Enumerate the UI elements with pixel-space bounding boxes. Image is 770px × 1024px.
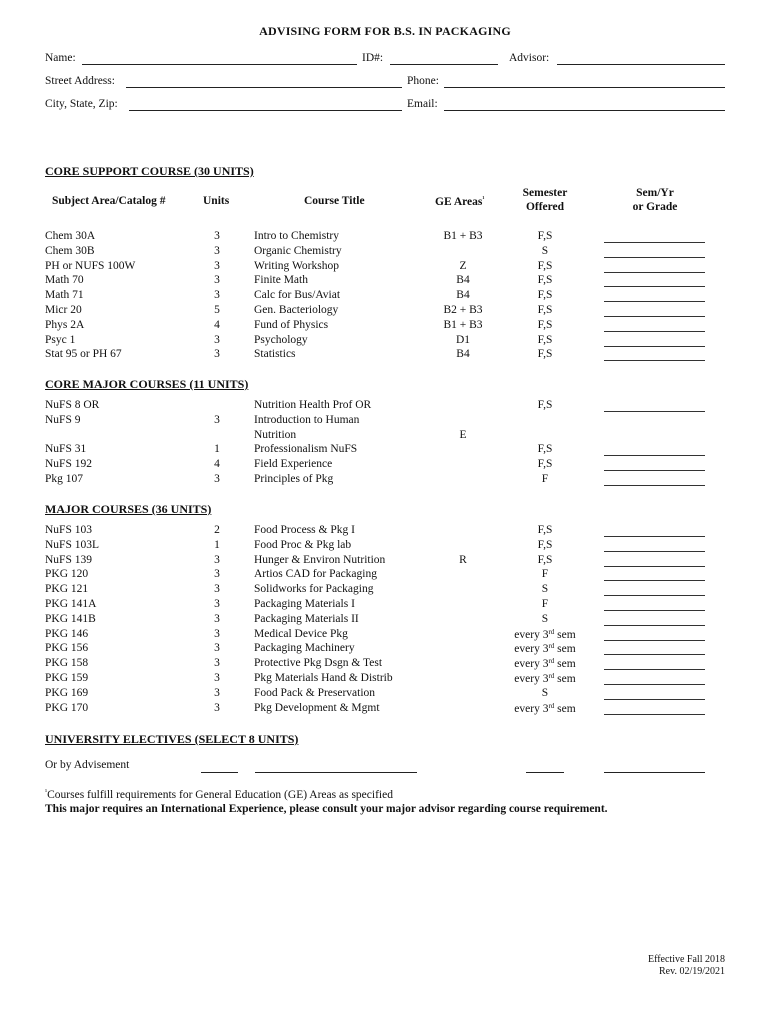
grade-field[interactable] xyxy=(604,669,705,670)
grade-field[interactable] xyxy=(604,684,705,685)
header-semester-line2: Offered xyxy=(525,201,565,213)
course-title: Solidworks for Packaging xyxy=(254,583,374,595)
course-ge-area: B1 + B3 xyxy=(443,230,483,242)
course-units: 3 xyxy=(214,613,220,625)
course-title: Hunger & Environ Nutrition xyxy=(254,554,386,566)
course-row xyxy=(0,319,770,333)
revision-date: Rev. 02/19/2021 xyxy=(658,966,725,977)
course-title: Introduction to Human xyxy=(254,414,360,426)
course-subject: NuFS 103 xyxy=(45,524,92,536)
grade-field[interactable] xyxy=(604,640,705,641)
course-row xyxy=(0,598,770,612)
course-subject: PKG 156 xyxy=(45,642,89,654)
course-row xyxy=(0,260,770,274)
course-subject: PKG 170 xyxy=(45,702,89,714)
course-row xyxy=(0,274,770,288)
course-title: Food Proc & Pkg lab xyxy=(254,539,352,551)
course-semester-offered: S xyxy=(541,687,549,699)
course-semester-offered: every 3rd sem xyxy=(514,657,576,670)
course-row xyxy=(0,524,770,538)
grade-field[interactable] xyxy=(604,286,705,287)
course-row xyxy=(0,628,770,642)
course-row xyxy=(0,642,770,656)
city-label: City, State, Zip: xyxy=(45,98,118,110)
course-ge-area: Z xyxy=(459,260,467,272)
course-row xyxy=(0,568,770,582)
electives-offered-field[interactable] xyxy=(526,772,564,773)
advisor-field[interactable] xyxy=(557,64,725,65)
course-title: Food Process & Pkg I xyxy=(254,524,355,536)
electives-label: Or by Advisement xyxy=(45,759,130,771)
form-title: ADVISING FORM FOR B.S. IN PACKAGING xyxy=(259,24,511,38)
grade-field[interactable] xyxy=(604,485,705,486)
international-note: This major requires an International Experience, please consult your major advisor regarding course requirement. xyxy=(45,803,608,815)
course-semester-offered: F,S xyxy=(537,260,553,272)
course-row xyxy=(0,583,770,597)
header-semester-line1: Semester xyxy=(522,187,568,199)
street-field[interactable] xyxy=(126,87,402,88)
course-row xyxy=(0,399,770,413)
grade-field[interactable] xyxy=(604,316,705,317)
course-units: 3 xyxy=(214,473,220,485)
course-ge-area: B4 xyxy=(456,274,470,286)
course-row xyxy=(0,672,770,686)
course-title: Psychology xyxy=(254,334,308,346)
course-semester-offered: S xyxy=(541,613,549,625)
course-title: Packaging Materials II xyxy=(254,613,359,625)
grade-field[interactable] xyxy=(604,470,705,471)
course-subject: NuFS 31 xyxy=(45,443,87,455)
id-label: ID#: xyxy=(362,52,384,64)
course-row xyxy=(0,539,770,553)
course-row xyxy=(0,230,770,244)
course-semester-offered: every 3rd sem xyxy=(514,672,576,685)
header-subject: Subject Area/Catalog # xyxy=(52,195,166,207)
course-units: 2 xyxy=(214,524,220,536)
course-semester-offered: F xyxy=(541,473,549,485)
city-field[interactable] xyxy=(129,110,402,111)
header-semyr xyxy=(610,187,700,213)
header-units: Units xyxy=(203,195,230,207)
course-subject: NuFS 8 OR xyxy=(45,399,100,411)
course-title: Organic Chemistry xyxy=(254,245,342,257)
course-units: 3 xyxy=(214,672,220,684)
course-subject: Micr 20 xyxy=(45,304,82,316)
course-title: Pkg Development & Mgmt xyxy=(254,702,380,714)
course-subject: PKG 159 xyxy=(45,672,89,684)
course-semester-offered: every 3rd sem xyxy=(514,702,576,715)
course-title: Professionalism NuFS xyxy=(254,443,358,455)
course-semester-offered: F,S xyxy=(537,539,553,551)
course-subject: NuFS 9 xyxy=(45,414,81,426)
course-row xyxy=(0,554,770,568)
course-semester-offered: F,S xyxy=(537,289,553,301)
course-subject: PKG 169 xyxy=(45,687,89,699)
course-row xyxy=(0,289,770,303)
course-semester-offered: every 3rd sem xyxy=(514,628,576,641)
course-semester-offered: F xyxy=(541,598,549,610)
header-ge-footnote-mark: ¹ xyxy=(482,195,485,203)
course-units: 3 xyxy=(214,598,220,610)
course-units: 3 xyxy=(214,274,220,286)
course-subject: NuFS 192 xyxy=(45,458,92,470)
footnote-mark: ¹ xyxy=(45,788,48,796)
course-ge-area: E xyxy=(459,429,467,441)
course-units: 3 xyxy=(214,245,220,257)
course-semester-offered: F,S xyxy=(537,230,553,242)
grade-field[interactable] xyxy=(604,411,705,412)
course-units: 3 xyxy=(214,687,220,699)
course-ge-area: B1 + B3 xyxy=(443,319,483,331)
course-row xyxy=(0,443,770,457)
course-units: 3 xyxy=(214,230,220,242)
course-subject: PKG 158 xyxy=(45,657,89,669)
course-units: 1 xyxy=(214,443,220,455)
course-subject: Chem 30A xyxy=(45,230,96,242)
course-ge-area: B4 xyxy=(456,348,470,360)
grade-field[interactable] xyxy=(604,714,705,715)
course-semester-offered: F,S xyxy=(537,554,553,566)
course-units: 4 xyxy=(214,458,220,470)
phone-label: Phone: xyxy=(407,75,439,87)
course-units: 3 xyxy=(214,657,220,669)
course-semester-offered: F,S xyxy=(537,524,553,536)
course-units: 4 xyxy=(214,319,220,331)
course-semester-offered: F,S xyxy=(537,458,553,470)
header-semyr-line1: Sem/Yr xyxy=(636,187,674,199)
course-semester-offered: S xyxy=(541,245,549,257)
course-title: Writing Workshop xyxy=(254,260,339,272)
course-row xyxy=(0,687,770,701)
course-title: Calc for Bus/Aviat xyxy=(254,289,341,301)
course-units: 3 xyxy=(214,702,220,714)
course-semester-offered: F,S xyxy=(537,274,553,286)
course-title: Food Pack & Preservation xyxy=(254,687,376,699)
course-title: Principles of Pkg xyxy=(254,473,334,485)
name-label: Name: xyxy=(45,52,76,64)
course-title: Pkg Materials Hand & Distrib xyxy=(254,672,393,684)
course-units: 1 xyxy=(214,539,220,551)
course-subject: NuFS 139 xyxy=(45,554,92,566)
advisor-label: Advisor: xyxy=(509,52,550,64)
course-title: Statistics xyxy=(254,348,296,360)
course-subject: Math 71 xyxy=(45,289,84,301)
course-title: Nutrition xyxy=(254,429,297,441)
course-units: 3 xyxy=(214,568,220,580)
header-semester xyxy=(505,187,585,213)
name-field[interactable] xyxy=(82,64,357,65)
section-title-electives: UNIVERSITY ELECTIVES (SELECT 8 UNITS) xyxy=(45,732,299,746)
course-ge-area: B4 xyxy=(456,289,470,301)
email-field[interactable] xyxy=(444,110,725,111)
effective-date: Effective Fall 2018 xyxy=(647,954,725,965)
header-ge-label: GE Areas xyxy=(435,196,483,208)
course-subject: Phys 2A xyxy=(45,319,85,331)
course-units: 3 xyxy=(214,289,220,301)
course-row xyxy=(0,473,770,487)
course-units: 3 xyxy=(214,334,220,346)
section-title-core-major-courses-11-units: CORE MAJOR COURSES (11 UNITS) xyxy=(45,377,249,391)
grade-field[interactable] xyxy=(604,331,705,332)
course-subject: Stat 95 or PH 67 xyxy=(45,348,122,360)
street-label: Street Address: xyxy=(45,75,115,87)
course-semester-offered: S xyxy=(541,583,549,595)
electives-course-field[interactable] xyxy=(255,772,417,773)
header-ge-areas xyxy=(435,195,485,208)
course-semester-offered: F,S xyxy=(537,399,553,411)
course-units: 3 xyxy=(214,642,220,654)
ordinal-suffix: rd xyxy=(548,628,555,636)
course-ge-area: B2 + B3 xyxy=(443,304,483,316)
course-title: Finite Math xyxy=(254,274,308,286)
course-ge-area: D1 xyxy=(455,334,471,346)
grade-field[interactable] xyxy=(604,699,705,700)
grade-field[interactable] xyxy=(604,566,705,567)
section-title-major-courses-36-units: MAJOR COURSES (36 UNITS) xyxy=(45,502,212,516)
course-units: 5 xyxy=(214,304,220,316)
course-subject: PKG 146 xyxy=(45,628,89,640)
footnote xyxy=(45,788,393,801)
course-semester-offered: F xyxy=(541,568,549,580)
course-semester-offered: F,S xyxy=(537,334,553,346)
course-row xyxy=(0,429,770,443)
course-subject: PKG 121 xyxy=(45,583,89,595)
course-subject: PKG 120 xyxy=(45,568,89,580)
header-semyr-line2: or Grade xyxy=(632,201,678,213)
course-units: 3 xyxy=(214,348,220,360)
header-course-title: Course Title xyxy=(304,195,365,207)
phone-field[interactable] xyxy=(444,87,725,88)
grade-field[interactable] xyxy=(604,346,705,347)
course-subject: Pkg 107 xyxy=(45,473,84,485)
course-subject: Psyc 1 xyxy=(45,334,76,346)
course-row xyxy=(0,304,770,318)
course-units: 3 xyxy=(214,414,220,426)
ordinal-suffix: rd xyxy=(548,642,555,650)
course-subject: NuFS 103L xyxy=(45,539,99,551)
grade-field[interactable] xyxy=(604,257,705,258)
course-semester-offered: every 3rd sem xyxy=(514,642,576,655)
course-row xyxy=(0,245,770,259)
grade-field[interactable] xyxy=(604,360,705,361)
course-units: 3 xyxy=(214,583,220,595)
ordinal-suffix: rd xyxy=(548,672,555,680)
course-subject: PKG 141A xyxy=(45,598,97,610)
grade-field[interactable] xyxy=(604,455,705,456)
course-units: 3 xyxy=(214,628,220,640)
course-subject: Math 70 xyxy=(45,274,84,286)
course-title: Protective Pkg Dsgn & Test xyxy=(254,657,383,669)
grade-field[interactable] xyxy=(604,595,705,596)
grade-field[interactable] xyxy=(604,610,705,611)
electives-grade-field[interactable] xyxy=(604,772,705,773)
ordinal-suffix: rd xyxy=(548,702,555,710)
grade-field[interactable] xyxy=(604,654,705,655)
grade-field[interactable] xyxy=(604,242,705,243)
course-semester-offered: F,S xyxy=(537,443,553,455)
grade-field[interactable] xyxy=(604,301,705,302)
grade-field[interactable] xyxy=(604,625,705,626)
course-title: Nutrition Health Prof OR xyxy=(254,399,372,411)
course-title: Packaging Machinery xyxy=(254,642,355,654)
grade-field[interactable] xyxy=(604,551,705,552)
course-row xyxy=(0,348,770,362)
email-label: Email: xyxy=(407,98,438,110)
section-title-core-support-course-30-units: CORE SUPPORT COURSE (30 UNITS) xyxy=(45,164,254,178)
course-row xyxy=(0,702,770,716)
course-ge-area: R xyxy=(459,554,467,566)
ordinal-suffix: rd xyxy=(548,657,555,665)
grade-field[interactable] xyxy=(604,580,705,581)
electives-units-field[interactable] xyxy=(201,772,238,773)
course-units: 3 xyxy=(214,554,220,566)
course-title: Intro to Chemistry xyxy=(254,230,339,242)
course-row xyxy=(0,458,770,472)
course-title: Artios CAD for Packaging xyxy=(254,568,377,580)
course-subject: PKG 141B xyxy=(45,613,96,625)
course-units: 3 xyxy=(214,260,220,272)
course-semester-offered: F,S xyxy=(537,348,553,360)
course-row xyxy=(0,613,770,627)
course-semester-offered: F,S xyxy=(537,304,553,316)
course-subject: PH or NUFS 100W xyxy=(45,260,136,272)
footnote-text: Courses fulfill requirements for General Education (GE) Areas as specified xyxy=(47,789,393,801)
course-title: Packaging Materials I xyxy=(254,598,355,610)
grade-field[interactable] xyxy=(604,272,705,273)
course-title: Gen. Bacteriology xyxy=(254,304,339,316)
grade-field[interactable] xyxy=(604,536,705,537)
course-title: Fund of Physics xyxy=(254,319,329,331)
course-row xyxy=(0,414,770,428)
course-row xyxy=(0,657,770,671)
course-subject: Chem 30B xyxy=(45,245,95,257)
course-title: Medical Device Pkg xyxy=(254,628,348,640)
course-semester-offered: F,S xyxy=(537,319,553,331)
course-title: Field Experience xyxy=(254,458,333,470)
course-row xyxy=(0,334,770,348)
id-field[interactable] xyxy=(390,64,498,65)
